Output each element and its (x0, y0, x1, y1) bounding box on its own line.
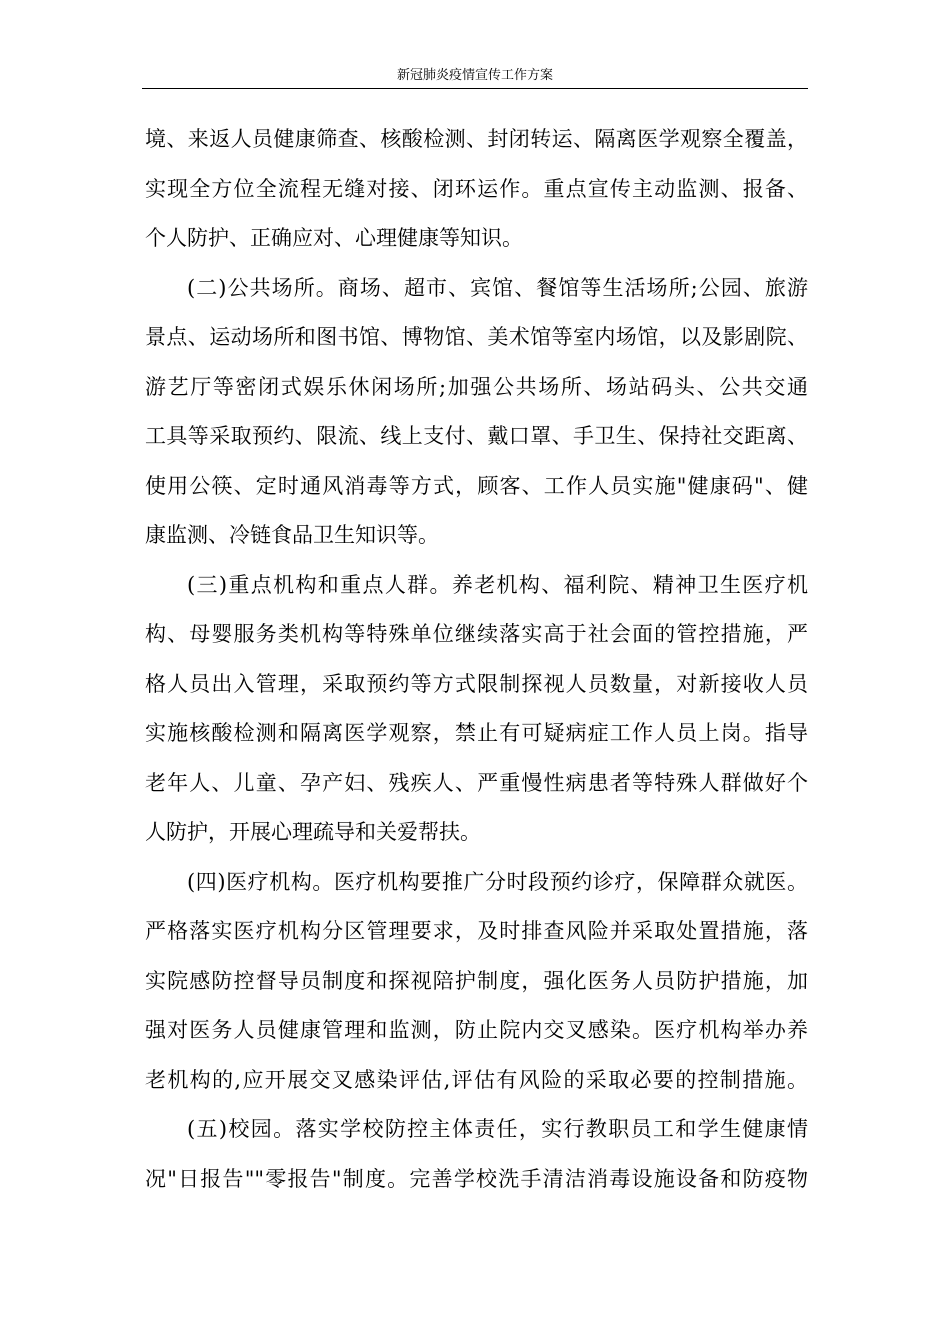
paragraph-start-line: (二)公共场所。商场、超市、宾馆、餐馆等生活场所;公园、旅游 (187, 275, 808, 300)
text-line: 老机构的,应开展交叉感染评估,评估有风险的采取必要的控制措施。 (145, 1067, 808, 1092)
text-line: 老年人、儿童、孕产妇、残疾人、严重慢性病患者等特殊人群做好个 (145, 770, 808, 795)
text-line: 个人防护、正确应对、心理健康等知识。 (145, 226, 523, 250)
text-line: 游艺厅等密闭式娱乐休闲场所;加强公共场所、场站码头、公共交通 (145, 374, 808, 399)
text-line: 实施核酸检测和隔离医学观察，禁止有可疑病症工作人员上岗。指导 (145, 721, 808, 745)
text-line: 强对医务人员健康管理和监测，防止院内交叉感染。医疗机构举办养 (145, 1018, 808, 1042)
text-line: 人防护，开展心理疏导和关爱帮扶。 (145, 820, 481, 844)
text-line: 实现全方位全流程无缝对接、闭环运作。重点宣传主动监测、报备、 (145, 176, 808, 201)
page-header-title: 新冠肺炎疫情宣传工作方案 (396, 68, 553, 83)
text-line: 康监测、冷链食品卫生知识等。 (145, 523, 439, 547)
paragraph-start-line: (五)校园。落实学校防控主体责任，实行教职员工和学生健康情 (187, 1117, 808, 1141)
text-line: 使用公筷、定时通风消毒等方式，顾客、工作人员实施"健康码"、健 (145, 473, 808, 498)
document-body (145, 115, 808, 1204)
text-line: 境、来返人员健康筛查、核酸检测、封闭转运、隔离医学观察全覆盖， (145, 127, 808, 151)
text-line: 工具等采取预约、限流、线上支付、戴口罩、手卫生、保持社交距离、 (145, 424, 808, 448)
text-line: 格人员出入管理，采取预约等方式限制探视人员数量，对新接收人员 (145, 671, 808, 696)
header-divider (142, 88, 808, 89)
text-line: 况"日报告""零报告"制度。完善学校洗手清洁消毒设施设备和防疫物 (145, 1166, 808, 1191)
text-line: 实院感防控督导员制度和探视陪护制度，强化医务人员防护措施，加 (145, 968, 808, 993)
paragraph-start-line: (三)重点机构和重点人群。养老机构、福利院、精神卫生医疗机 (187, 572, 808, 597)
text-line: 严格落实医疗机构分区管理要求，及时排查风险并采取处置措施，落 (145, 919, 808, 943)
paragraph-start-line: (四)医疗机构。医疗机构要推广分时段预约诊疗，保障群众就医。 (187, 869, 808, 894)
text-line: 构、母婴服务类机构等特殊单位继续落实高于社会面的管控措施，严 (145, 622, 808, 646)
text-line: 景点、运动场所和图书馆、博物馆、美术馆等室内场馆，以及影剧院、 (145, 325, 808, 349)
